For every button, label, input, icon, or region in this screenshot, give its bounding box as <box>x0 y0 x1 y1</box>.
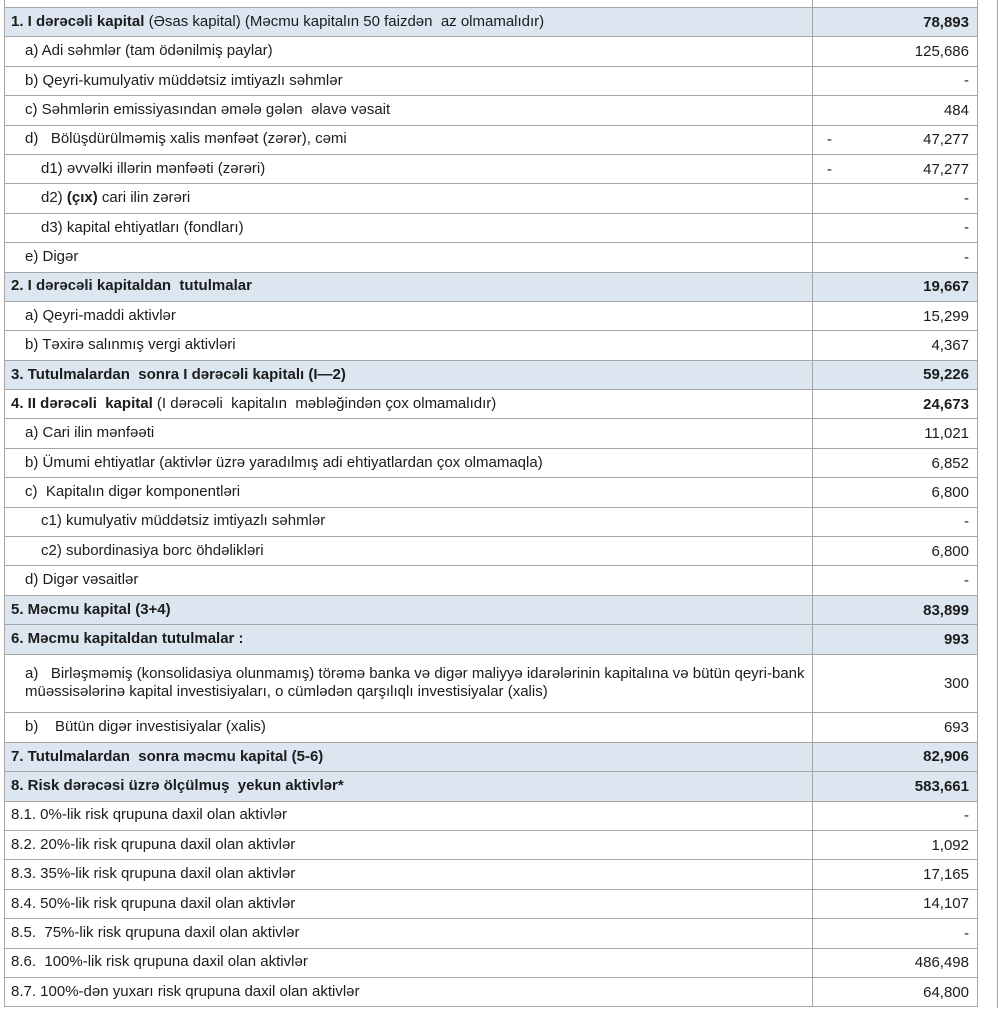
row-label <box>5 978 813 1006</box>
row-label <box>5 890 813 918</box>
table-row <box>5 802 978 831</box>
table-row <box>5 831 978 860</box>
row-label-text: a) Adi səhmlər (tam ödənilmiş paylar) <box>25 42 273 60</box>
row-value: 693 <box>813 713 978 741</box>
row-label-text: d1) əvvəlki illərin mənfəəti (zərəri) <box>41 159 266 177</box>
row-label-text: b) Bütün digər investisiyalar (xalis) <box>25 718 266 736</box>
table-row <box>5 890 978 919</box>
table-row <box>5 419 978 448</box>
row-label-text: 4. II dərəcəli kapital (I dərəcəli kapitalın məbləğindən çox olmamalıdır) <box>11 394 497 412</box>
row-value: - <box>813 566 978 594</box>
row-label-text: b) Təxirə salınmış vergi aktivləri <box>25 336 236 354</box>
row-label <box>5 860 813 888</box>
table-row <box>5 214 978 243</box>
table-row <box>5 155 978 184</box>
table-row <box>5 37 978 66</box>
row-value: 59,226 <box>813 361 978 389</box>
table-row <box>5 67 978 96</box>
row-label <box>5 419 813 447</box>
table-row <box>5 713 978 742</box>
row-value: 300 <box>813 655 978 713</box>
row-label-text: 2. I dərəcəli kapitaldan tutulmalar <box>11 277 252 295</box>
row-label-text: c) Kapitalın digər komponentləri <box>25 483 241 501</box>
row-value: 82,906 <box>813 743 978 771</box>
row-label <box>5 155 813 183</box>
row-value: 4,367 <box>813 331 978 359</box>
row-label-text: 6. Məcmu kapitaldan tutulmalar : <box>11 630 244 648</box>
row-value-number: 47,277 <box>923 131 969 149</box>
table-row <box>5 537 978 566</box>
table-row <box>5 508 978 537</box>
table-row <box>5 331 978 360</box>
row-label-text: 8.5. 75%-lik risk qrupuna daxil olan aktivlər <box>11 923 300 941</box>
table-row <box>5 184 978 213</box>
row-value: 78,893 <box>813 8 978 36</box>
row-label <box>5 772 813 800</box>
row-label <box>5 37 813 65</box>
table-row <box>5 390 978 419</box>
table-row <box>5 860 978 889</box>
row-label-text: 7. Tutulmalardan sonra məcmu kapital (5-6) <box>11 747 324 765</box>
capital-report-table <box>4 0 978 1007</box>
row-label-text: 5. Məcmu kapital (3+4) <box>11 600 171 618</box>
row-label <box>5 949 813 977</box>
table-row <box>5 449 978 478</box>
row-label <box>5 184 813 212</box>
table-row <box>5 949 978 978</box>
row-label-text: 8.7. 100%-dən yuxarı risk qrupuna daxil olan aktivlər <box>11 982 360 1000</box>
row-label <box>5 331 813 359</box>
row-value: 1,092 <box>813 831 978 859</box>
table-row <box>5 978 978 1007</box>
row-label <box>5 713 813 741</box>
table-row <box>5 743 978 772</box>
row-label-text: d3) kapital ehtiyatları (fondları) <box>41 218 244 236</box>
table-row <box>5 596 978 625</box>
row-value: 484 <box>813 96 978 124</box>
row-value: - <box>813 67 978 95</box>
row-label <box>5 390 813 418</box>
row-label <box>5 8 813 36</box>
row-value <box>813 126 978 154</box>
row-label <box>5 302 813 330</box>
table-row <box>5 655 978 714</box>
row-value: 583,661 <box>813 772 978 800</box>
row-label <box>5 625 813 653</box>
table-row <box>5 126 978 155</box>
row-label-text: a) Cari ilin mənfəəti <box>25 424 155 442</box>
row-value <box>813 155 978 183</box>
row-label-text: a) Qeyri-maddi aktivlər <box>25 306 176 324</box>
row-value: 11,021 <box>813 419 978 447</box>
table-row <box>5 772 978 801</box>
table-row <box>5 302 978 331</box>
row-label-text: c) Səhmlərin emissiyasından əmələ gələn əlavə vəsait <box>25 100 391 118</box>
row-value: - <box>813 919 978 947</box>
row-label <box>5 743 813 771</box>
row-label-text: c2) subordinasiya borc öhdəlikləri <box>41 541 264 559</box>
row-value: 83,899 <box>813 596 978 624</box>
row-value: 64,800 <box>813 978 978 1006</box>
row-label-text: e) Digər <box>25 247 79 265</box>
row-value: 6,852 <box>813 449 978 477</box>
row-label-text: 8.6. 100%-lik risk qrupuna daxil olan aktivlər <box>11 953 308 971</box>
table-row <box>5 8 978 37</box>
row-label <box>5 919 813 947</box>
table-edge-line <box>997 0 998 1008</box>
row-label <box>5 655 813 713</box>
partial-row-value-cell <box>813 0 978 7</box>
row-value: - <box>813 802 978 830</box>
row-label-text: 1. I dərəcəli kapital (Əsas kapital) (Məcmu kapitalın 50 faizdən az olmamalıdır) <box>11 12 545 30</box>
row-value: 17,165 <box>813 860 978 888</box>
minus-sign: - <box>827 160 832 178</box>
row-label <box>5 214 813 242</box>
row-label <box>5 802 813 830</box>
row-value-number: 47,277 <box>923 160 969 178</box>
row-value: 6,800 <box>813 537 978 565</box>
row-label <box>5 831 813 859</box>
minus-sign: - <box>827 131 832 149</box>
row-value: 125,686 <box>813 37 978 65</box>
row-label-text: a) Birləşməmiş (konsolidasiya olunmamış) törəmə banka və digər maliyyə idarələrinin kapitalına və bütün qeyri-bank müəssisələrinə kapital investisiyaları, o cümlədən qarşılıqlı investisiyalar (xalis) <box>25 664 809 701</box>
partial-row-label-cell <box>5 0 813 7</box>
row-label <box>5 273 813 301</box>
row-value: - <box>813 184 978 212</box>
table-row <box>5 273 978 302</box>
row-label-text: d2) (çıx) cari ilin zərəri <box>41 189 191 207</box>
row-value: - <box>813 243 978 271</box>
row-value: 19,667 <box>813 273 978 301</box>
table-top-partial-row <box>5 0 978 8</box>
row-label-text: 8.3. 35%-lik risk qrupuna daxil olan aktivlər <box>11 865 296 883</box>
row-value: 6,800 <box>813 478 978 506</box>
table-row <box>5 625 978 654</box>
table-row <box>5 243 978 272</box>
row-label-text: 8.2. 20%-lik risk qrupuna daxil olan aktivlər <box>11 835 296 853</box>
row-label <box>5 449 813 477</box>
table-row <box>5 919 978 948</box>
row-label <box>5 126 813 154</box>
table-row <box>5 566 978 595</box>
row-label <box>5 478 813 506</box>
row-value: 14,107 <box>813 890 978 918</box>
row-value: 993 <box>813 625 978 653</box>
row-value: - <box>813 214 978 242</box>
row-value: 24,673 <box>813 390 978 418</box>
row-label-text: d) Bölüşdürülməmiş xalis mənfəət (zərər), cəmi <box>25 130 347 148</box>
row-value: 15,299 <box>813 302 978 330</box>
row-value: - <box>813 508 978 536</box>
row-label <box>5 67 813 95</box>
row-label <box>5 596 813 624</box>
row-label-text: b) Qeyri-kumulyativ müddətsiz imtiyazlı səhmlər <box>25 71 343 89</box>
row-label-text: 8.1. 0%-lik risk qrupuna daxil olan aktivlər <box>11 806 287 824</box>
row-label-text: d) Digər vəsaitlər <box>25 571 139 589</box>
row-label <box>5 243 813 271</box>
row-label-text: 3. Tutulmalardan sonra I dərəcəli kapitalı (I—2) <box>11 365 346 383</box>
row-label <box>5 537 813 565</box>
row-label <box>5 508 813 536</box>
table-row <box>5 96 978 125</box>
table-row <box>5 478 978 507</box>
row-label-text: 8. Risk dərəcəsi üzrə ölçülmuş yekun aktivlər* <box>11 776 344 794</box>
row-label-text: c1) kumulyativ müddətsiz imtiyazlı səhmlər <box>41 512 326 530</box>
row-label <box>5 96 813 124</box>
table-row <box>5 361 978 390</box>
row-value: 486,498 <box>813 949 978 977</box>
row-label-text: 8.4. 50%-lik risk qrupuna daxil olan aktivlər <box>11 894 296 912</box>
row-label <box>5 566 813 594</box>
row-label-text: b) Ümumi ehtiyatlar (aktivlər üzrə yaradılmış adi ehtiyatlardan çox olmamaqla) <box>25 453 543 471</box>
row-label <box>5 361 813 389</box>
